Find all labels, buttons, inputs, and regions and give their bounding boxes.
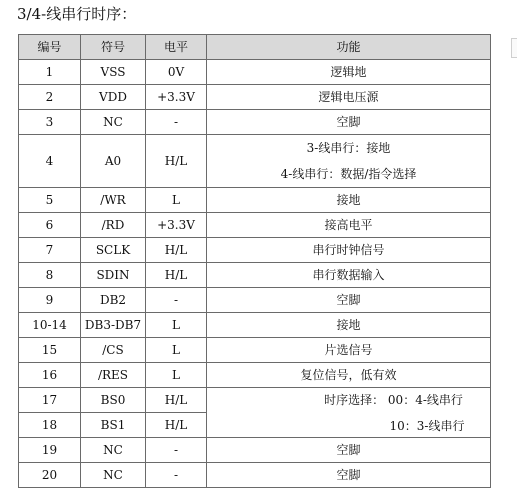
pin-function: 空脚 (207, 288, 491, 313)
pin-number: 10-14 (19, 313, 81, 338)
function-line-2: 4-线串行：数据/指令选择 (280, 167, 417, 181)
pin-number: 7 (19, 238, 81, 263)
pin-level: H/L (146, 135, 207, 188)
bus-select-line-1: 时序选择： 00：4-线串行 (324, 392, 463, 407)
pin-symbol: NC (81, 110, 146, 135)
pin-symbol: /WR (81, 188, 146, 213)
pin-number: 9 (19, 288, 81, 313)
pin-symbol: BS1 (81, 413, 146, 438)
pin-symbol: VDD (81, 85, 146, 110)
pin-number: 20 (19, 463, 81, 488)
header-function: 功能 (207, 35, 491, 60)
pin-function: 空脚 (207, 463, 491, 488)
pin-level: L (146, 188, 207, 213)
table-row (19, 313, 491, 338)
header-symbol: 符号 (81, 35, 146, 60)
pin-number: 19 (19, 438, 81, 463)
table-row (19, 110, 491, 135)
table-row (19, 263, 491, 288)
pin-symbol: DB2 (81, 288, 146, 313)
table-row (19, 463, 491, 488)
pin-function: 逻辑地 (207, 60, 491, 85)
header-number: 编号 (19, 35, 81, 60)
pin-level: 0V (146, 60, 207, 85)
pin-symbol: SCLK (81, 238, 146, 263)
table-row (19, 338, 491, 363)
pin-function (207, 388, 491, 438)
pin-number: 4 (19, 135, 81, 188)
pin-function: 串行数据输入 (207, 263, 491, 288)
pin-level: - (146, 110, 207, 135)
pin-function: 逻辑电压源 (207, 85, 491, 110)
pin-symbol: VSS (81, 60, 146, 85)
pin-number: 6 (19, 213, 81, 238)
pin-function: 接地 (207, 313, 491, 338)
bus-select-line-2: 10：3-线串行 (389, 418, 465, 433)
table-row (19, 388, 491, 413)
pin-level: L (146, 313, 207, 338)
pin-symbol: A0 (81, 135, 146, 188)
pin-table (18, 34, 491, 488)
pin-number: 5 (19, 188, 81, 213)
table-row (19, 238, 491, 263)
pin-symbol: NC (81, 463, 146, 488)
pin-level: H/L (146, 238, 207, 263)
pin-level: +3.3V (146, 213, 207, 238)
pin-number: 16 (19, 363, 81, 388)
table-row (19, 188, 491, 213)
pin-function: 片选信号 (207, 338, 491, 363)
pin-function: 空脚 (207, 438, 491, 463)
pin-symbol: SDIN (81, 263, 146, 288)
pin-level: L (146, 363, 207, 388)
pin-function: 复位信号，低有效 (207, 363, 491, 388)
pin-level: L (146, 338, 207, 363)
pin-level: H/L (146, 388, 207, 413)
pin-function (207, 135, 491, 188)
pin-level: - (146, 438, 207, 463)
table-row (19, 60, 491, 85)
pin-function: 接高电平 (207, 213, 491, 238)
pin-symbol: /RES (81, 363, 146, 388)
table-row (19, 288, 491, 313)
pin-function: 空脚 (207, 110, 491, 135)
header-level: 电平 (146, 35, 207, 60)
pin-function: 接地 (207, 188, 491, 213)
pin-number: 8 (19, 263, 81, 288)
pin-symbol: NC (81, 438, 146, 463)
pin-level: +3.3V (146, 85, 207, 110)
pin-symbol: /RD (81, 213, 146, 238)
table-row (19, 135, 491, 188)
pin-symbol: /CS (81, 338, 146, 363)
pin-level: - (146, 288, 207, 313)
function-line-1: 3-线串行：接地 (306, 141, 391, 155)
pin-number: 1 (19, 60, 81, 85)
pin-number: 18 (19, 413, 81, 438)
table-row (19, 213, 491, 238)
pin-level: H/L (146, 263, 207, 288)
pin-symbol: BS0 (81, 388, 146, 413)
pin-number: 15 (19, 338, 81, 363)
table-row (19, 85, 491, 110)
header-row (19, 35, 491, 60)
page-edge (511, 38, 517, 58)
table-row (19, 363, 491, 388)
pin-function: 串行时钟信号 (207, 238, 491, 263)
table-row (19, 438, 491, 463)
pin-number: 3 (19, 110, 81, 135)
document-title: 3/4-线串行时序： (17, 5, 137, 23)
pin-level: - (146, 463, 207, 488)
pin-level: H/L (146, 413, 207, 438)
pin-number: 17 (19, 388, 81, 413)
pin-symbol: DB3-DB7 (81, 313, 146, 338)
pin-number: 2 (19, 85, 81, 110)
